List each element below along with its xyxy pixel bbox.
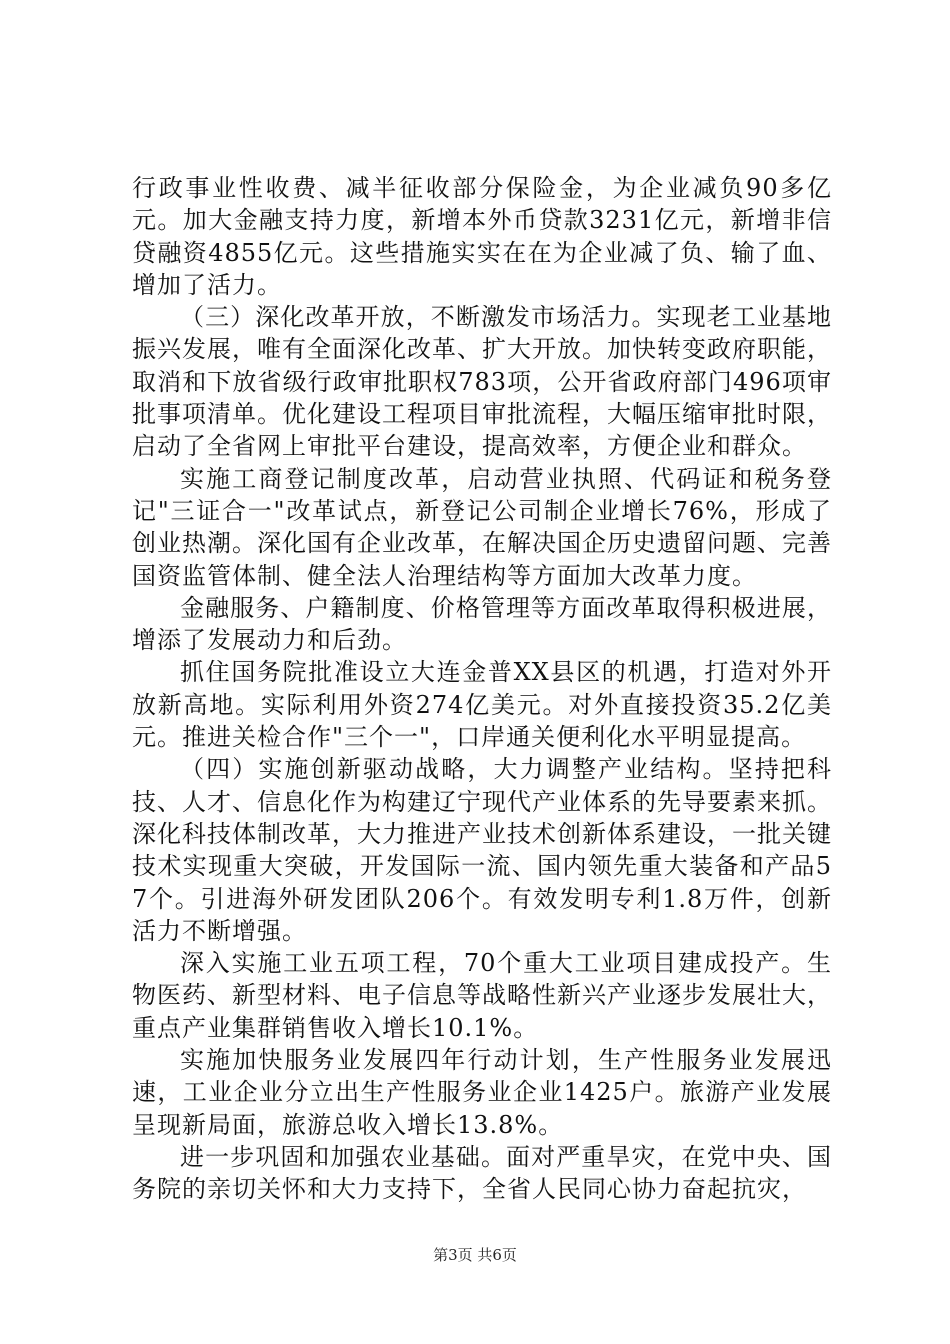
paragraph-3: 实施工商登记制度改革，启动营业执照、代码证和税务登记"三证合一"改革试点，新登记公司制企业增长76%，形成了创业热潮。深化国有企业改革，在解决国企历史遗留问题、完善国资监管体制、健全法人治理结构等方面加大改革力度。 xyxy=(132,464,832,590)
page-footer xyxy=(0,1244,950,1265)
paragraph-7: 深入实施工业五项工程，70个重大工业项目建成投产。生物医药、新型材料、电子信息等战略性新兴产业逐步发展壮大，重点产业集群销售收入增长10.1%。 xyxy=(132,949,832,1042)
paragraph-5: 抓住国务院批准设立大连金普XX县区的机遇，打造对外开放新高地。实际利用外资274亿美元。对外直接投资35.2亿美元。推进关检合作"三个一"，口岸通关便利化水平明显提高。 xyxy=(132,658,832,752)
paragraph-9: 进一步巩固和加强农业基础。面对严重旱灾，在党中央、国务院的亲切关怀和大力支持下，全省人民同心协力奋起抗灾， xyxy=(132,1142,832,1204)
paragraph-6: （四）实施创新驱动战略，大力调整产业结构。坚持把科技、人才、信息化作为构建辽宁现代产业体系的先导要素来抓。深化科技体制改革，大力推进产业技术创新体系建设，一批关键技术实现重大突破，开发国际一流、国内领先重大装备和产品57个。引进海外研发团队206个。有效发明专利1.8万件，创新活力不断增强。 xyxy=(132,755,832,945)
paragraph-8: 实施加快服务业发展四年行动计划，生产性服务业发展迅速，工业企业分立出生产性服务业企业1425户。旅游产业发展呈现新局面，旅游总收入增长13.8%。 xyxy=(132,1046,832,1139)
paragraph-4: 金融服务、户籍制度、价格管理等方面改革取得积极进展，增添了发展动力和后劲。 xyxy=(132,593,832,655)
paragraph-2: （三）深化改革开放，不断激发市场活力。实现老工业基地振兴发展，唯有全面深化改革、扩大开放。加快转变政府职能，取消和下放省级行政审批职权783项，公开省政府部门496项审批事项清单。优化建设工程项目审批流程，大幅压缩审批时限，启动了全省网上审批平台建设，提高效率，方便企业和群众。 xyxy=(132,303,832,461)
paragraph-1: 行政事业性收费、减半征收部分保险金，为企业减负90多亿元。加大金融支持力度，新增本外币贷款3231亿元，新增非信贷融资4855亿元。这些措施实实在在为企业减了负、输了血、增加了活力。 xyxy=(132,174,832,299)
page-number-label: 第3页 共6页 xyxy=(433,1246,517,1264)
document-body xyxy=(132,172,832,1206)
